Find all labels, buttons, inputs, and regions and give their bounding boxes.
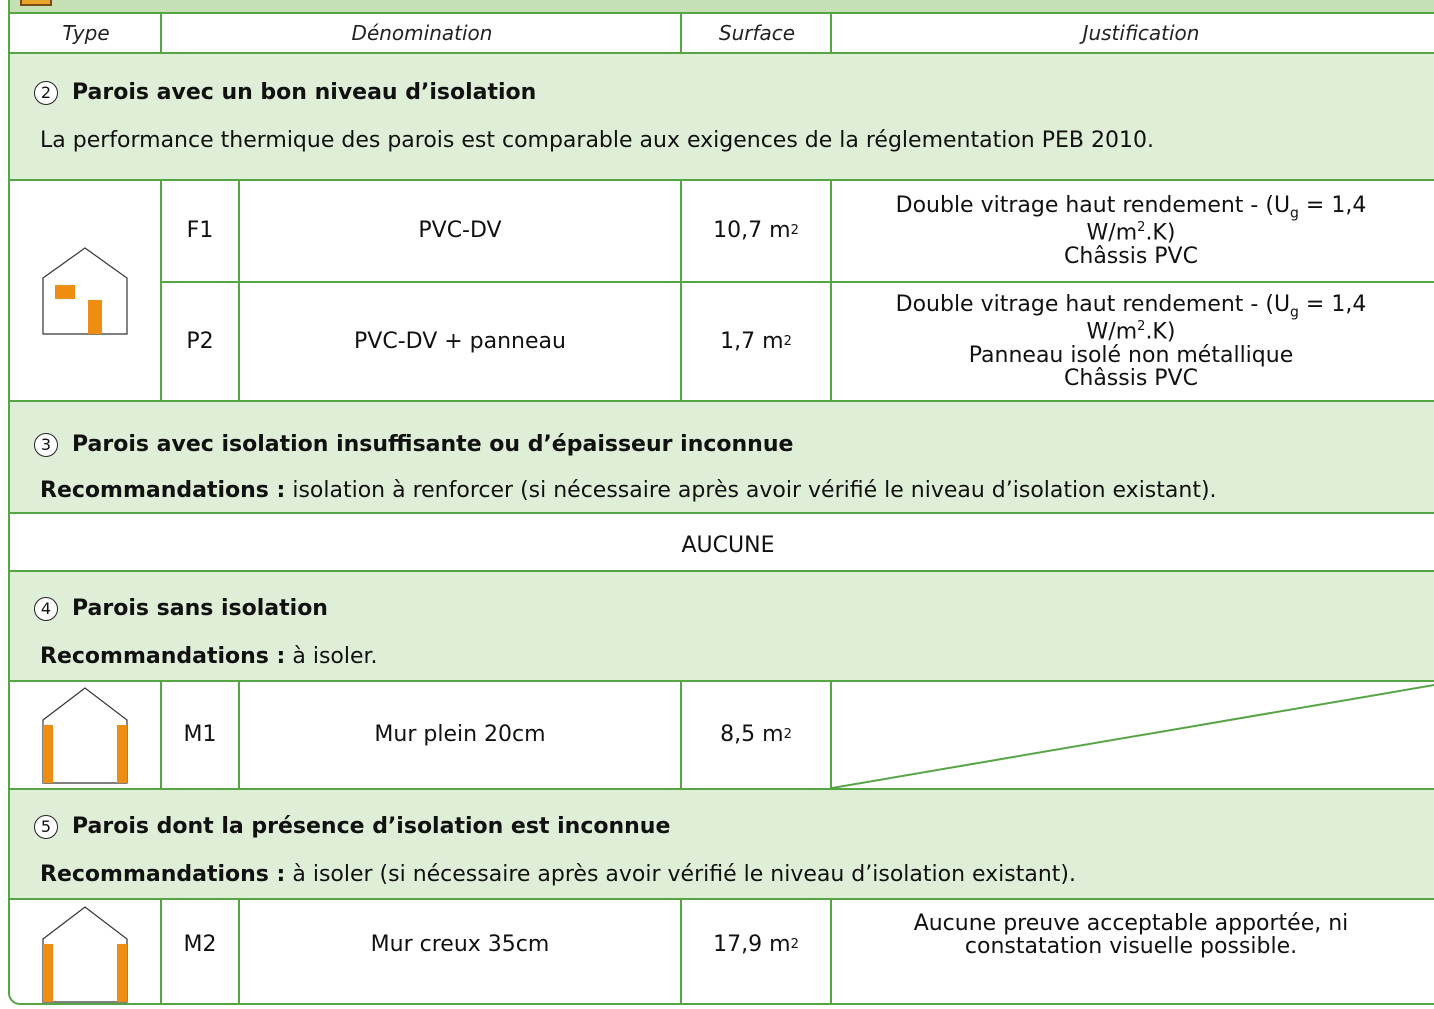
section-marker-icon (20, 0, 52, 6)
type-cell (10, 181, 160, 400)
table-header (10, 12, 1434, 54)
section-description: La performance thermique des parois est comparable aux exigences de la réglementation PEB 2010. (40, 128, 1154, 153)
surface-f1: 10,7 m 2 (713, 218, 799, 244)
code-f1: F1 (186, 218, 214, 244)
section-title: 3 Parois avec isolation insuffisante ou d’épaisseur inconnue (34, 432, 793, 457)
type-cell (10, 900, 160, 1005)
empty-label: AUCUNE (681, 533, 775, 558)
section-3 (10, 402, 1434, 512)
justification-p2: Double vitrage haut rendement - ($U_g = 1,4$ $W/m^2.K$) Panneau isolé non métallique Châssis PVC (895, 292, 1367, 391)
house-window-icon (40, 245, 130, 337)
section-recommendation: Recommandations : à isoler. (40, 644, 378, 669)
justification-m2: Aucune preuve acceptable apportée, ni constatation visuelle possible. (913, 910, 1349, 959)
code-m1: M1 (183, 722, 217, 748)
section-2 (10, 54, 1434, 179)
section-5 (10, 790, 1434, 898)
justification-f1: Double vitrage haut rendement - ($U_g = 1,4$ $W/m^2.K$) Châssis PVC (895, 193, 1367, 269)
col-type: Type (62, 21, 110, 45)
section-title: 2 Parois avec un bon niveau d’isolation (34, 80, 536, 105)
denomination-p2: PVC-DV + panneau (354, 328, 566, 354)
col-justification: Justification (1082, 21, 1200, 45)
section-number: 2 (34, 81, 58, 105)
code-m2: M2 (183, 932, 217, 958)
section-title: 5 Parois dont la présence d’isolation est inconnue (34, 814, 670, 839)
type-cell (10, 682, 160, 788)
denomination-m2: Mur creux 35cm (370, 932, 550, 958)
code-p2: P2 (186, 328, 214, 354)
envelope-table (8, 0, 1434, 1005)
section-recommendation: Recommandations : à isoler (si nécessaire après avoir vérifié le niveau d’isolation existant). (40, 862, 1077, 887)
section-title: 4 Parois sans isolation (34, 596, 328, 621)
surface-p2: 1,7 m 2 (720, 328, 792, 354)
col-denomination: Dénomination (351, 21, 493, 45)
denomination-m1: Mur plein 20cm (374, 722, 546, 748)
house-wall-icon (40, 685, 130, 785)
surface-m2: 17,9 m 2 (713, 932, 799, 958)
section-recommendation: Recommandations : isolation à renforcer (si nécessaire après avoir vérifié le niveau d’isolation existant). (40, 478, 1217, 503)
section-4 (10, 572, 1434, 680)
house-wall-icon (40, 904, 130, 1004)
col-surface: Surface (718, 21, 796, 45)
surface-m1: 8,5 m 2 (720, 722, 792, 748)
denomination-f1: PVC-DV (418, 218, 502, 244)
no-justification-strike (832, 682, 1434, 788)
